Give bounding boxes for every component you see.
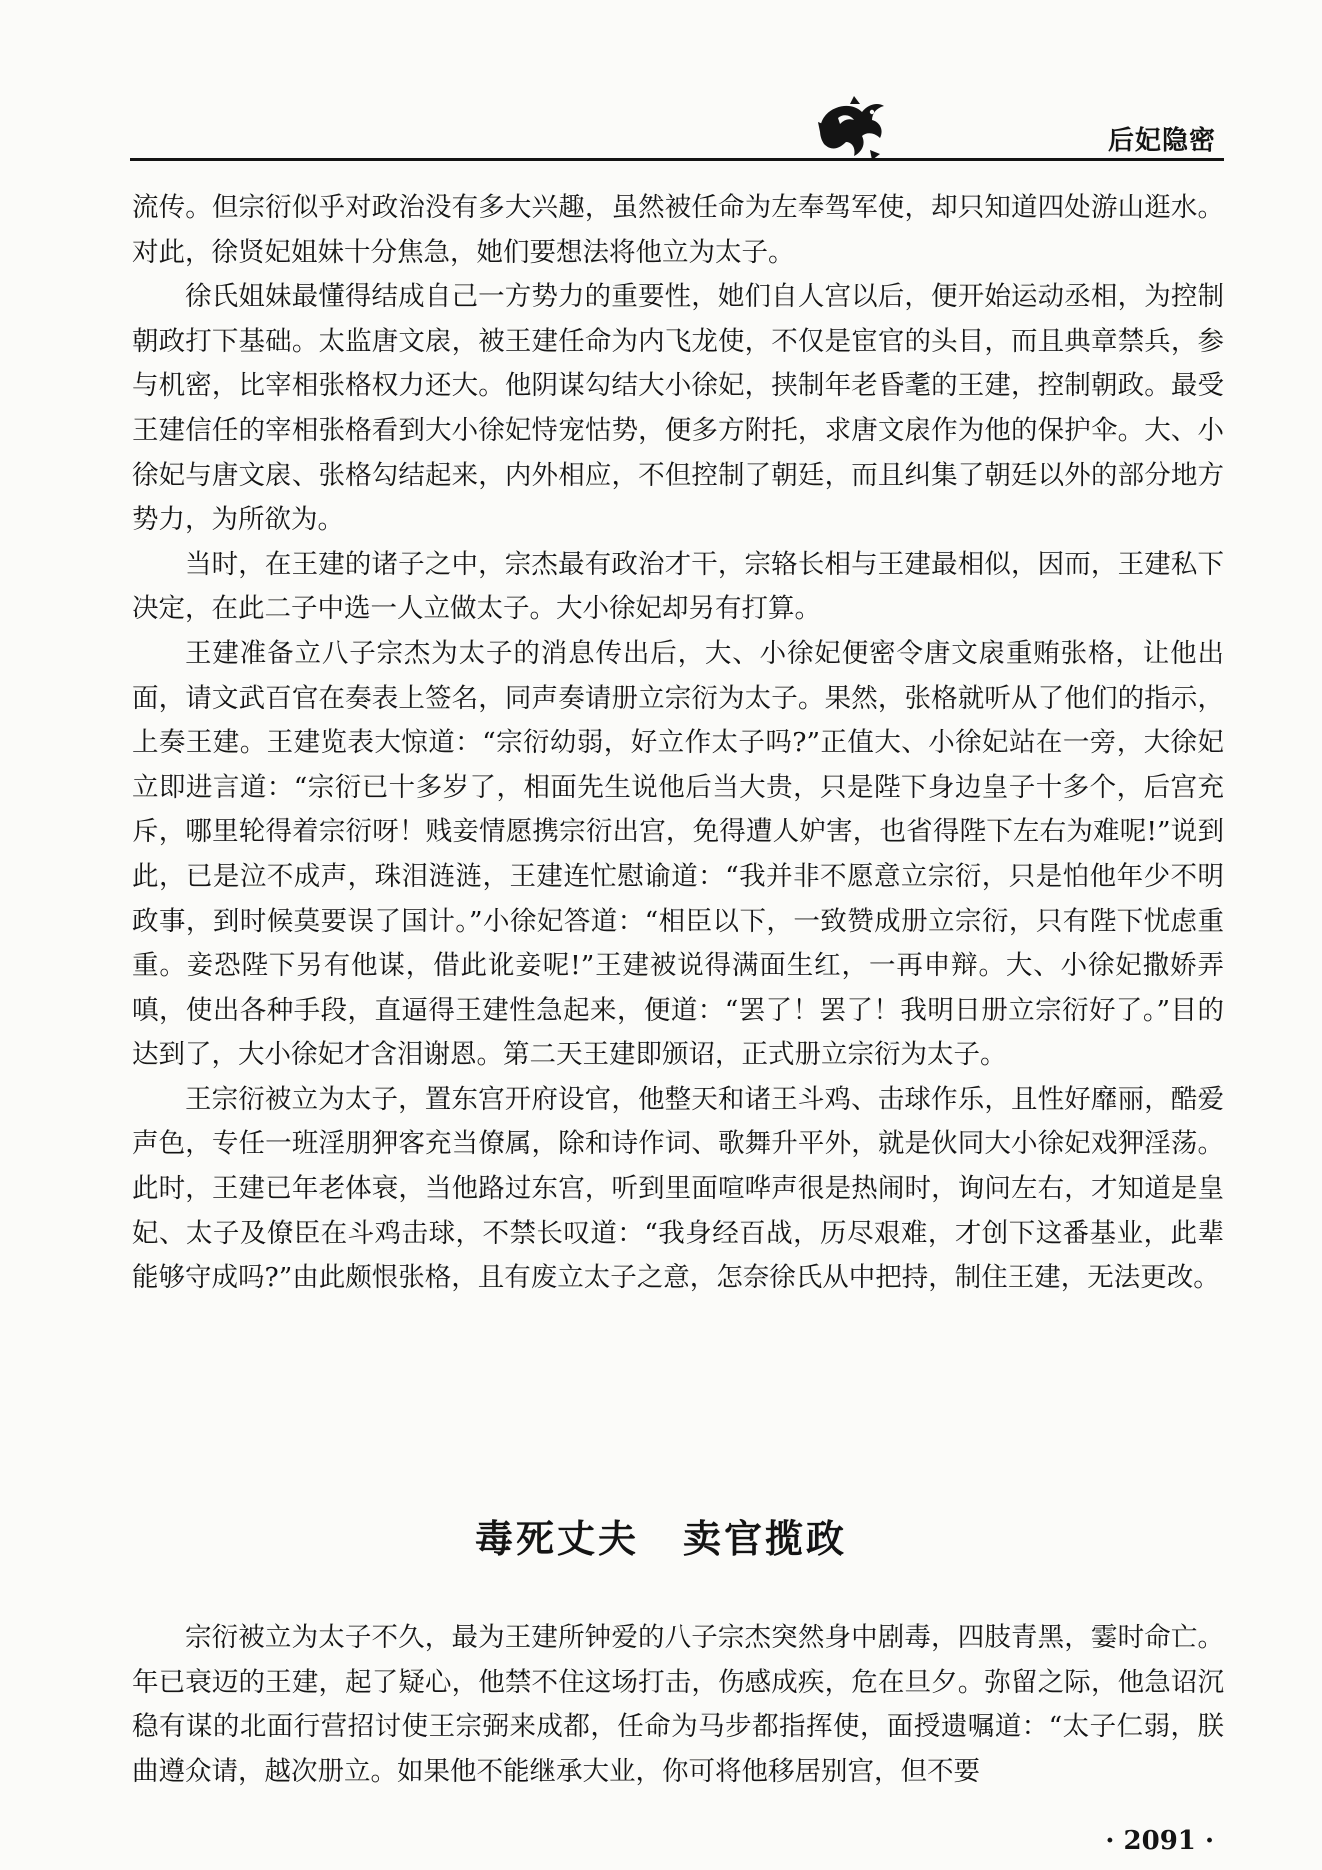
paragraph: 宗衍被立为太子不久，最为王建所钟爱的八子宗杰突然身中剧毒，四肢青黑，霎时命亡。年已衰迈的王建，起了疑心，他禁不住这场打击，伤感成疾，危在旦夕。弥留之际，他急诏沉稳有谋的北面行营招讨使王宗弼来成都，任命为马步都指挥使，面授遗嘱道：“太子仁弱，朕曲遵众请，越次册立。如果他不能继承大业，你可将他移居别宫，但不要 — [132, 1622, 1224, 1787]
section-heading-part2: 卖官揽政 — [683, 1517, 848, 1561]
page-number: · 2091 · — [1105, 1826, 1214, 1856]
paragraph: 流传。但宗衍似乎对政治没有多大兴趣，虽然被任命为左奉驾军使，却只知道四处游山逛水。对此，徐贤妃姐妹十分焦急，她们要想法将他立为太子。 — [132, 192, 1224, 268]
section-heading — [0, 1508, 1322, 1563]
paragraph: 徐氏姐妹最懂得结成自己一方势力的重要性，她们自人宫以后，便开始运动丞相，为控制朝政打下基础。太监唐文扆，被王建任命为内飞龙使，不仅是宦官的头目，而且典章禁兵，参与机密，比宰相张格权力还大。他阴谋勾结大小徐妃，挟制年老昏耄的王建，控制朝政。最受王建信任的宰相张格看到大小徐妃恃宠怙势，便多方附托，求唐文扆作为他的保护伞。大、小徐妃与唐文扆、张格勾结起来，内外相应，不但控制了朝廷，而且纠集了朝廷以外的部分地方势力，为所欲为。 — [132, 281, 1224, 536]
page-header — [130, 92, 1224, 172]
section-body — [132, 1616, 1224, 1794]
paragraph: 当时，在王建的诸子之中，宗杰最有政治才干，宗辂长相与王建最相似，因而，王建私下决定，在此二子中选一人立做太子。大小徐妃却另有打算。 — [132, 548, 1224, 625]
header-rule — [130, 158, 1224, 161]
running-title: 后妃隐密 — [1107, 126, 1216, 156]
paragraph: 王建准备立八子宗杰为太子的消息传出后，大、小徐妃便密令唐文扆重贿张格，让他出面，请文武百官在奏表上签名，同声奏请册立宗衍为太子。果然，张格就听从了他们的指示，上奏王建。王建览表大惊道：“宗衍幼弱，好立作太子吗?”正值大、小徐妃站在一旁，大徐妃立即进言道：“宗衍已十多岁了，相面先生说他后当大贵，只是陛下身边皇子十多个，后宫充斥，哪里轮得着宗衍呀！贱妾情愿携宗衍出宫，免得遭人妒害，也省得陛下左右为难呢!”说到此，已是泣不成声，珠泪涟涟，王建连忙慰谕道：“我并非不愿意立宗衍，只是怕他年少不明政事，到时候莫要误了国计。”小徐妃答道：“相臣以下，一致赞成册立宗衍，只有陛下忧虑重重。妾恐陛下另有他谋，借此讹妾呢!”王建被说得满面生红，一再申辩。大、小徐妃撒娇弄嗔，使出各种手段，直逼得王建性急起来，便道：“罢了！罢了！我明日册立宗衍好了。”目的达到了，大小徐妃才含泪谢恩。第二天王建即颁诏，正式册立宗衍为太子。 — [132, 637, 1224, 1071]
dragon-emblem-icon — [810, 92, 890, 164]
section-heading-part1: 毒死丈夫 — [474, 1517, 639, 1561]
paragraph: 王宗衍被立为太子，置东宫开府设官，他整天和诸王斗鸡、击球作乐，且性好靡丽，酷爱声色，专任一班淫朋狎客充当僚属，除和诗作词、歌舞升平外，就是伙同大小徐妃戏狎淫荡。此时，王建已年老体衰，当他路过东宫，听到里面喧哗声很是热闹时，询问左右，才知道是皇妃、太子及僚臣在斗鸡击球，不禁长叹道：“我身经百战，历尽艰难，才创下这番基业，此辈能够守成吗?”由此颇恨张格，且有废立太子之意，怎奈徐氏从中把持，制住王建，无法更改。 — [132, 1083, 1224, 1294]
article-body — [132, 186, 1224, 1301]
